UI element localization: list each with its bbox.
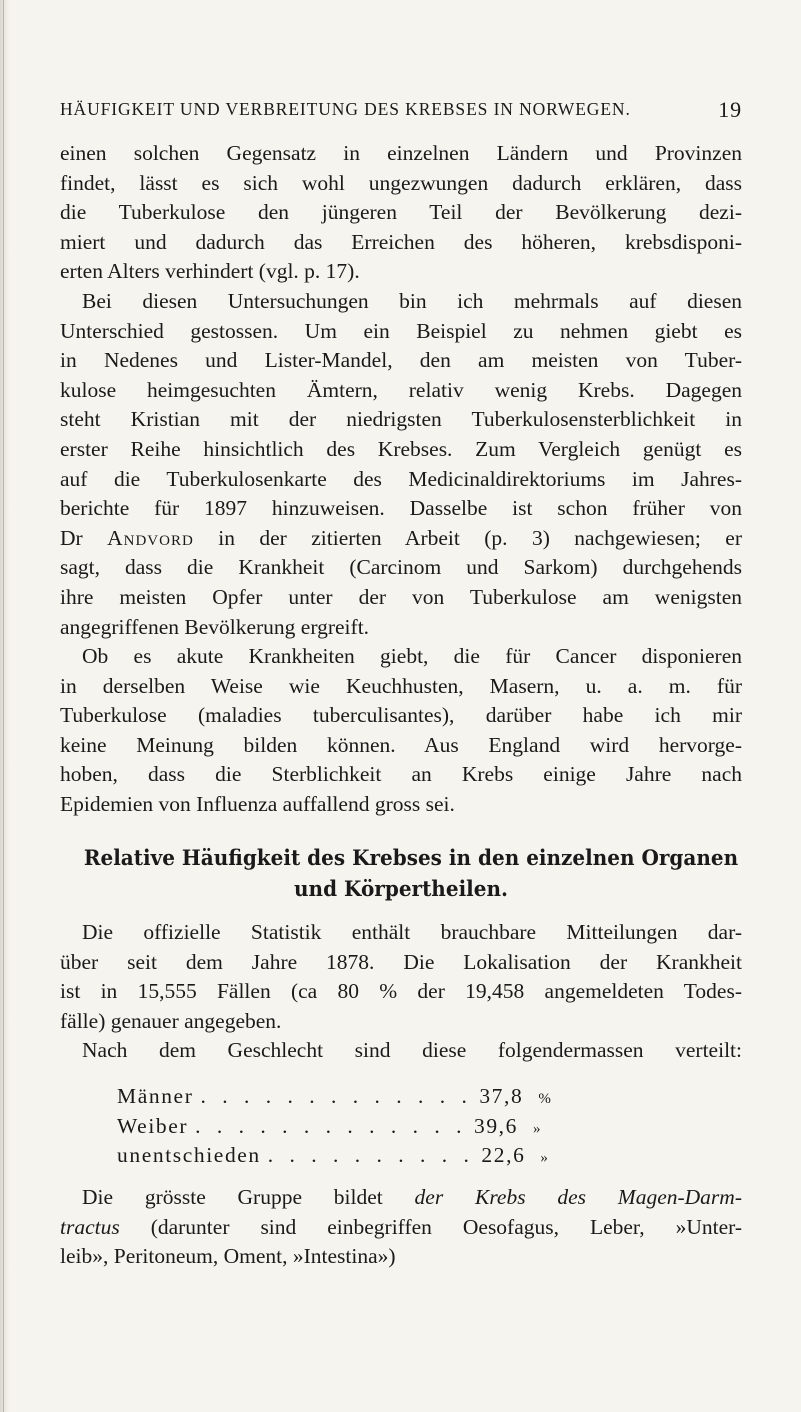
paragraph-1 — [60, 139, 742, 287]
running-header — [60, 99, 742, 125]
text-line: angegriffenen Bevölkerung ergreift. — [60, 614, 370, 639]
paragraph-2 — [60, 287, 742, 642]
text-line: Die offizielle Statistik enthält brauchbare Mitteilungen dar- — [82, 920, 742, 944]
text-line: ihre meisten Opfer unter der von Tuberkulose am wenigsten — [60, 584, 742, 609]
stat-row-unentschieden — [117, 1141, 717, 1171]
text-line: leib», Peritoneum, Oment, »Intestina») — [60, 1244, 396, 1269]
text-fragment: Dr — [60, 525, 108, 550]
binding-line — [3, 0, 4, 1412]
paragraph-3 — [60, 642, 742, 820]
stat-value: 22,6 — [481, 1143, 526, 1168]
paragraph-6 — [60, 1183, 742, 1272]
text-line: keine Meinung bilden können. Aus England wird hervorge- — [60, 732, 742, 757]
text-line: kulose heimgesuchten Ämtern, relativ wenig Krebs. Dagegen — [60, 377, 742, 402]
text-line: fälle) genauer angegeben. — [60, 1008, 282, 1033]
gender-distribution-list — [117, 1082, 717, 1171]
stat-value: 39,6 — [473, 1113, 519, 1138]
text-line: über seit dem Jahre 1878. Die Lokalisation der Krankheit — [60, 949, 742, 974]
text-line: Unterschied gestossen. Um ein Beispiel zu nehmen giebt es — [60, 318, 742, 343]
stat-unit: » — [533, 1120, 543, 1137]
running-header-title: HÄUFIGKEIT UND VERBREITUNG DES KREBSES IN NORWEGEN. — [60, 99, 631, 119]
paragraph-5 — [60, 1036, 742, 1066]
text-fragment: Die grösste Gruppe bildet — [82, 1185, 415, 1209]
stat-label: Weiber — [117, 1113, 189, 1138]
text-line — [60, 1213, 742, 1243]
stat-leader-dots: . . . . . . . . . . . . . — [195, 1113, 467, 1138]
stat-row-maenner — [117, 1082, 717, 1112]
page-binding-edge — [0, 0, 10, 1412]
section-heading-line-1: Relative Häufigkeit des Krebses in den einzelnen Organen — [83, 846, 739, 871]
text-line: Nach dem Geschlecht sind diese folgendermassen verteilt: — [82, 1038, 742, 1062]
stat-unit: » — [540, 1150, 550, 1167]
text-line: die Tuberkulose den jüngeren Teil der Bevölkerung dezi- — [60, 200, 742, 225]
text-line: miert und dadurch das Erreichen des höheren, krebsdisponi- — [60, 229, 742, 254]
italic-term: der Krebs des Magen-Darm- — [414, 1185, 742, 1209]
author-name: Andvord — [107, 525, 194, 550]
section-heading-line-2: und Körpertheilen. — [294, 877, 508, 902]
text-line: berichte für 1897 hinzuweisen. Dasselbe ist schon früher von — [60, 496, 742, 521]
text-line-author — [60, 524, 742, 554]
text-line: Tuberkulose (maladies tuberculisantes), darüber habe ich mir — [60, 703, 742, 728]
text-line: ist in 15,555 Fällen (ca 80 % der 19,458 angemeldeten Todes- — [60, 979, 742, 1004]
stat-unit: % — [538, 1091, 553, 1107]
text-line: Epidemien von Influenza auffallend gross sei. — [60, 791, 455, 816]
text-line: in derselben Weise wie Keuchhusten, Masern, u. a. m. für — [60, 673, 742, 698]
text-line: erster Reihe hinsichtlich des Krebses. Zum Vergleich genügt es — [60, 436, 742, 461]
stat-row-weiber — [117, 1112, 717, 1142]
text-fragment: (darunter sind einbegriffen Oesofagus, Leber, »Unter- — [119, 1214, 742, 1239]
text-line: einen solchen Gegensatz in einzelnen Ländern und Provinzen — [60, 141, 742, 165]
stat-value: 37,8 — [479, 1084, 524, 1108]
paragraph-4 — [60, 918, 742, 1036]
text-line: Bei diesen Untersuchungen bin ich mehrmals auf diesen — [82, 289, 742, 313]
section-heading — [60, 843, 742, 905]
text-line: findet, lässt es sich wohl ungezwungen dadurch erklären, dass — [60, 170, 742, 195]
stat-label: Männer — [117, 1084, 194, 1108]
text-fragment: in der zitierten Arbeit (p. 3) nachgewiesen; er — [193, 525, 742, 550]
text-line: auf die Tuberkulosenkarte des Medicinaldirektoriums im Jahres- — [60, 466, 742, 491]
page-number: 19 — [718, 97, 742, 122]
text-line: hoben, dass die Sterblichkeit an Krebs einige Jahre nach — [60, 762, 742, 787]
stat-leader-dots: . . . . . . . . . . — [267, 1143, 475, 1168]
text-line — [60, 1183, 742, 1213]
stat-leader-dots: . . . . . . . . . . . . . — [200, 1084, 473, 1108]
text-line: erten Alters verhindert (vgl. p. 17). — [60, 259, 360, 284]
text-line: steht Kristian mit der niedrigsten Tuberkulosensterblichkeit in — [60, 407, 742, 432]
text-line: sagt, dass die Krankheit (Carcinom und Sarkom) durchgehends — [60, 555, 742, 580]
italic-term: tractus — [60, 1214, 120, 1239]
text-line: in Nedenes und Lister-Mandel, den am meisten von Tuber- — [60, 348, 742, 373]
stat-label: unentschieden — [117, 1143, 261, 1168]
text-line: Ob es akute Krankheiten giebt, die für Cancer disponieren — [82, 644, 742, 668]
